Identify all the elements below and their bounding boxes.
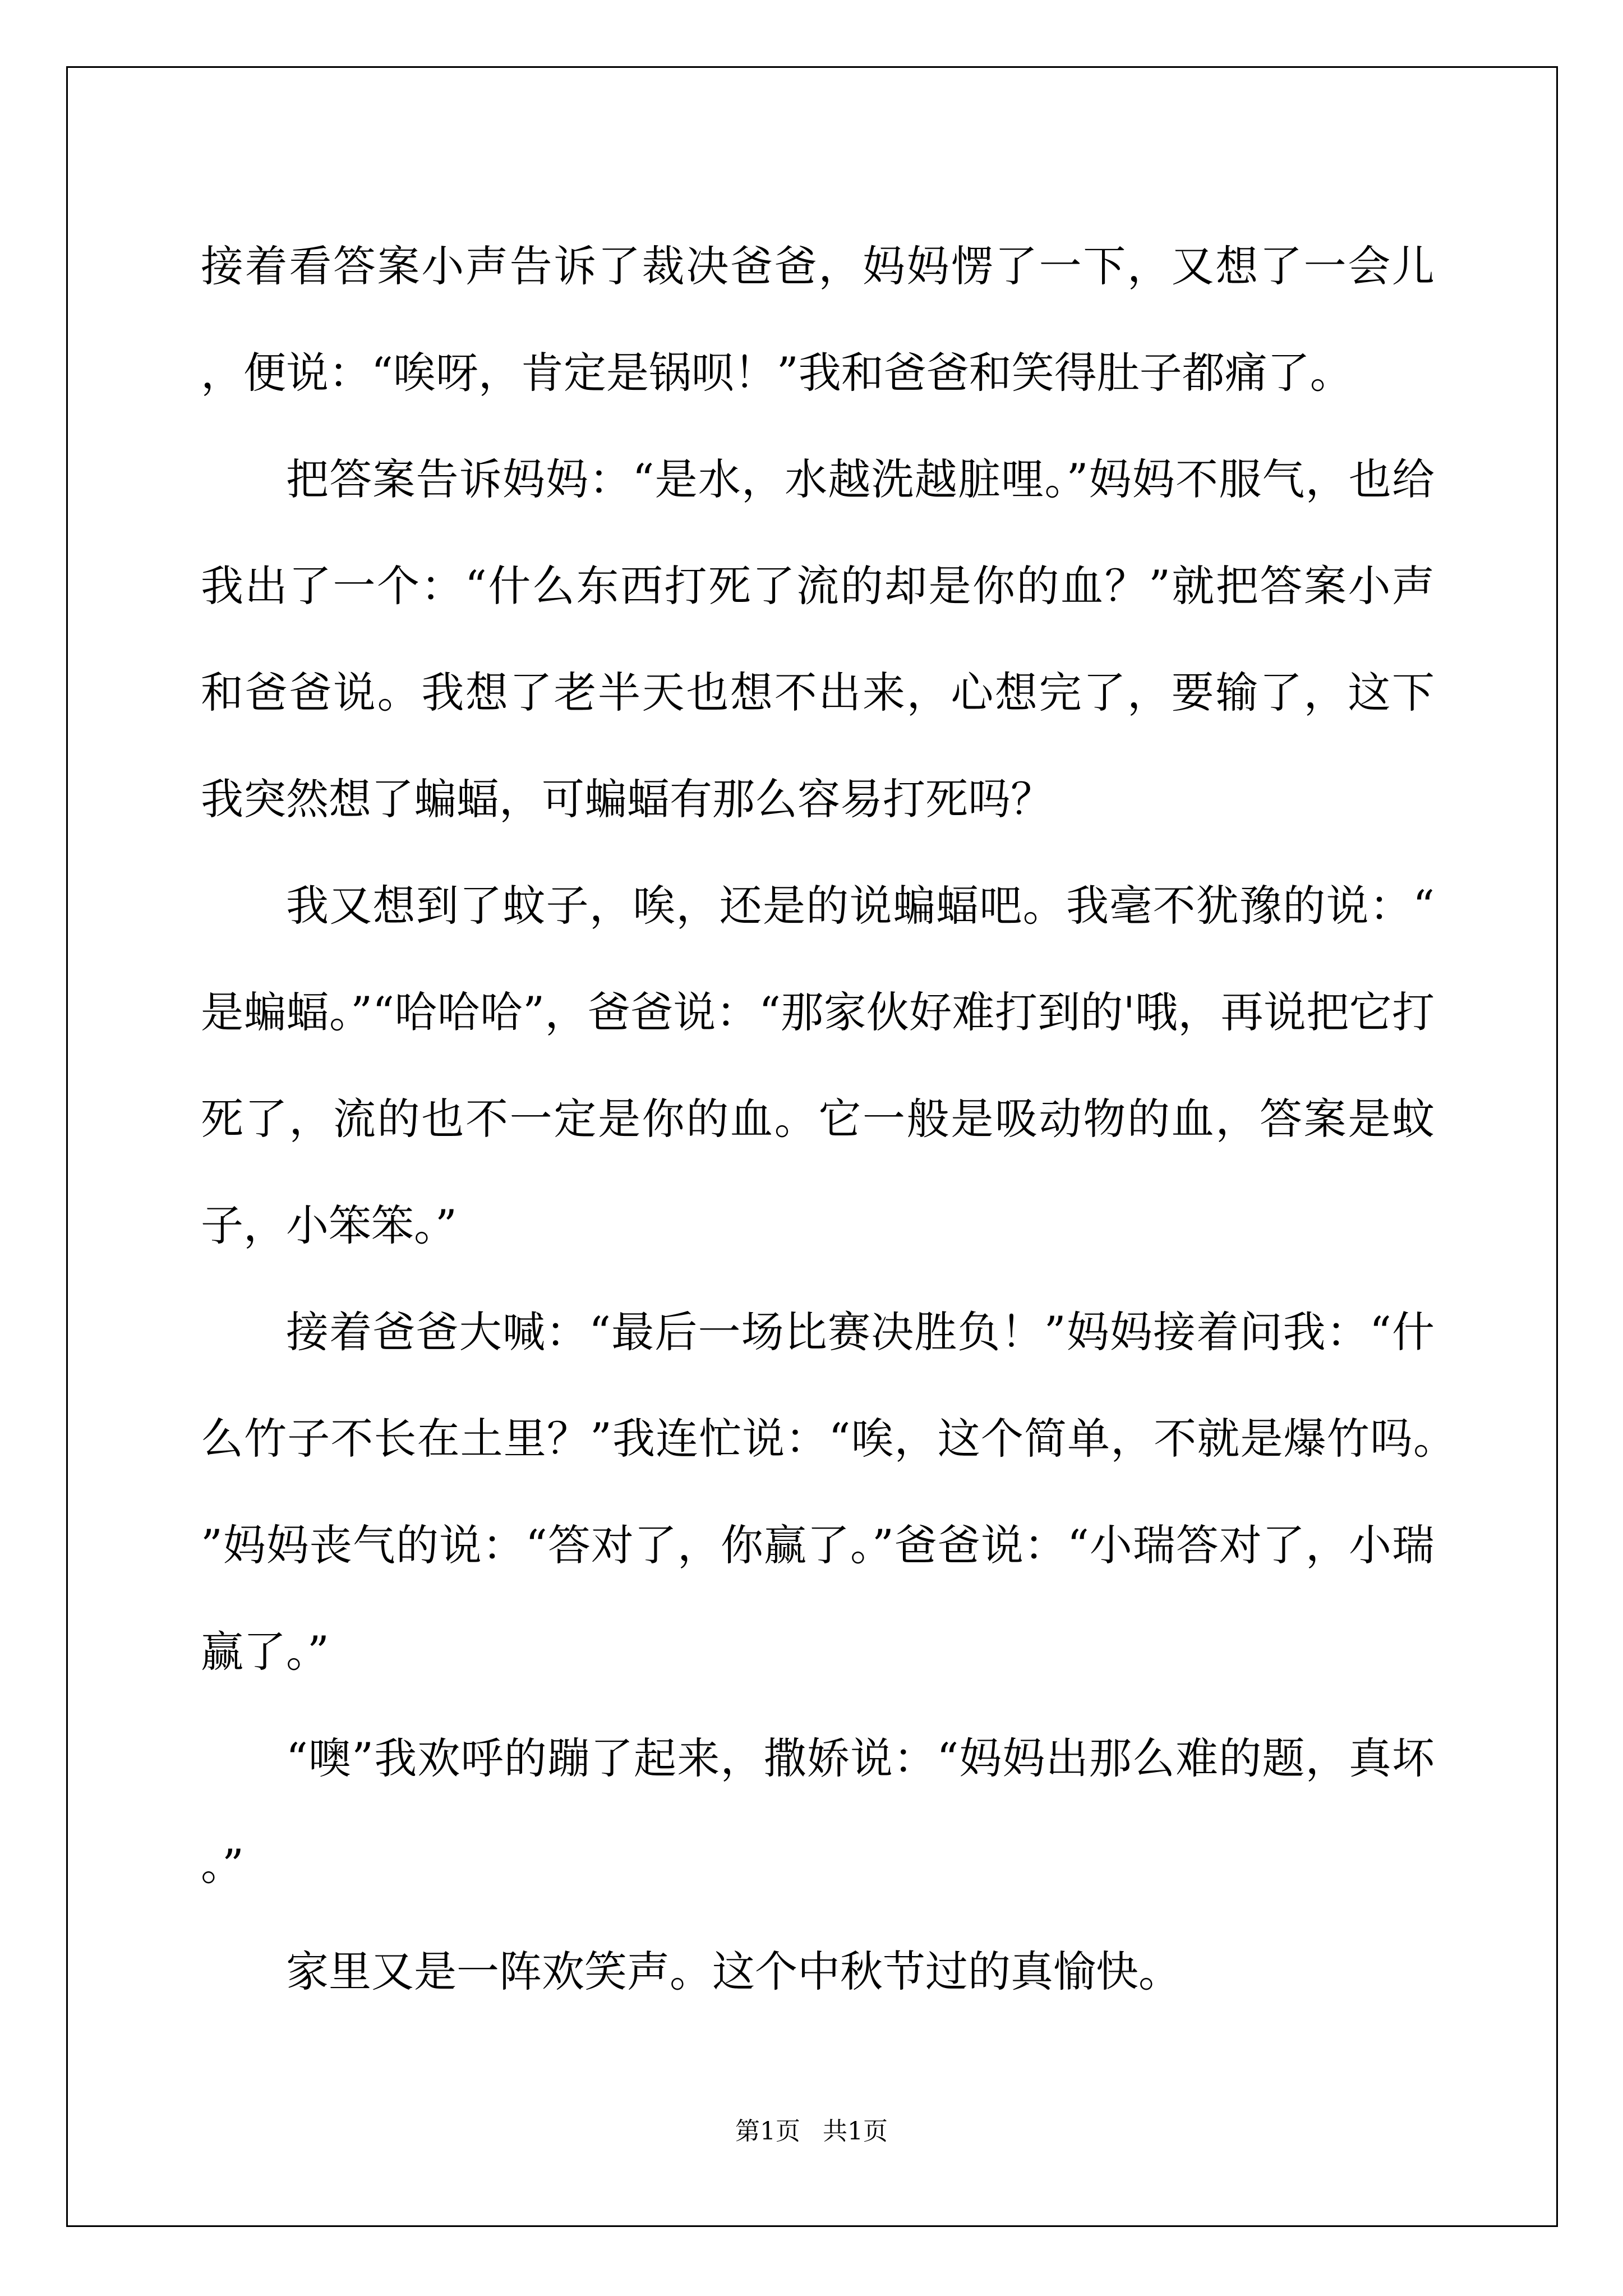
- paragraph: 我又想到了蚊子，唉，还是的说蝙蝠吧。我毫不犹豫的说：“是蝙蝠。”“哈哈哈”，爸爸说：“那家伙好难打到的'哦，再说把它打死了，流的也不一定是你的血。它一般是吸动物的血，答案是蚊子，小笨笨。”: [201, 881, 1435, 1250]
- paragraph: 把答案告诉妈妈：“是水，水越洗越脏哩。”妈妈不服气，也给我出了一个：“什么东西打死了流的却是你的血？”就把答案小声和爸爸说。我想了老半天也想不出来，心想完了，要输了，这下我突然想了蝙蝠，可蝙蝠有那么容易打死吗？: [201, 454, 1435, 824]
- page-total: 共1页: [823, 2117, 888, 2146]
- paragraph: 家里又是一阵欢笑声。这个中秋节过的真愉快。: [286, 1947, 1181, 1996]
- page-number: 第1页: [735, 2117, 800, 2146]
- page-footer: [0, 2115, 1623, 2148]
- document-body: [201, 213, 1435, 2025]
- paragraph: 接着看答案小声告诉了裁决爸爸，妈妈愣了一下，又想了一会儿，便说：“唉呀，肯定是锅呗！”我和爸爸和笑得肚子都痛了。: [201, 241, 1435, 398]
- paragraph: “噢”我欢呼的蹦了起来，撒娇说：“妈妈出那么难的题，真坏。”: [201, 1733, 1435, 1890]
- paragraph: 接着爸爸大喊：“最后一场比赛决胜负！”妈妈接着问我：“什么竹子不长在土里？”我连忙说：“唉，这个简单，不就是爆竹吗。”妈妈丧气的说：“答对了，你赢了。”爸爸说：“小瑞答对了，小瑞赢了。”: [201, 1307, 1435, 1677]
